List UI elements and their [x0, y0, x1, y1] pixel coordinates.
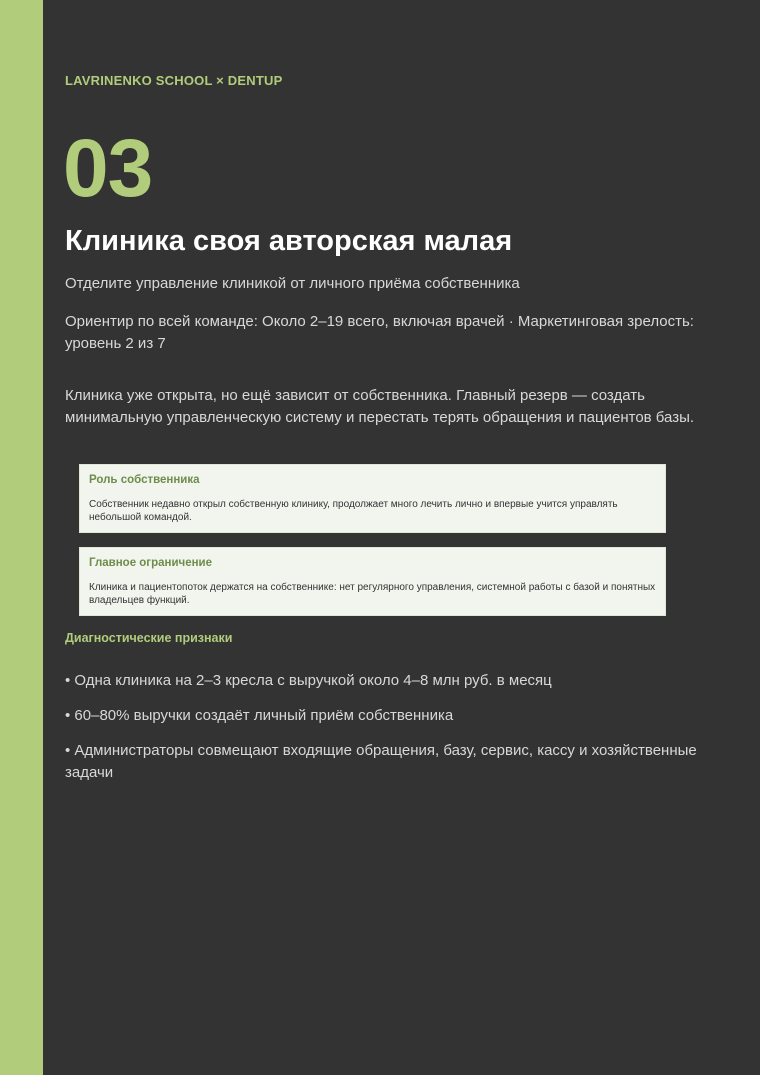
card-text: Клиника и пациентопоток держатся на собственнике: нет регулярного управления, системной работы с базой и понятных владельцев функций.	[89, 582, 656, 606]
accent-sidebar	[0, 0, 43, 1075]
page-subtitle: Отделите управление клиникой от личного приёма собственника	[65, 275, 520, 292]
list-item: • 60–80% выручки создаёт личный приём собственника	[65, 707, 454, 724]
main-constraint-card	[79, 547, 666, 616]
card-title: Роль собственника	[89, 474, 200, 486]
diagnostics-heading: Диагностические признаки	[65, 631, 233, 645]
team-meta: Ориентир по всей команде: Около 2–19 всего, включая врачей · Маркетинговая зрелость: уровень 2 из 7	[65, 313, 694, 352]
diagnostics-list	[65, 670, 705, 797]
list-item: • Одна клиника на 2–3 кресла с выручкой около 4–8 млн руб. в месяц	[65, 672, 552, 689]
section-number: 03	[63, 123, 153, 214]
owner-role-card	[79, 464, 666, 533]
card-text: Собственник недавно открыл собственную клинику, продолжает много лечить лично и впервые учится управлять небольшой командой.	[89, 499, 618, 523]
intro-paragraph: Клиника уже открыта, но ещё зависит от собственника. Главный резерв — создать минимальную управленческую систему и перестать терять обращения и пациентов базы.	[65, 387, 695, 426]
brand-label: LAVRINENKO SCHOOL × DENTUP	[65, 73, 283, 88]
list-item: • Администраторы совмещают входящие обращения, базу, сервис, кассу и хозяйственные задачи	[65, 742, 697, 781]
card-title: Главное ограничение	[89, 557, 213, 569]
page-title: Клиника своя авторская малая	[65, 225, 513, 257]
